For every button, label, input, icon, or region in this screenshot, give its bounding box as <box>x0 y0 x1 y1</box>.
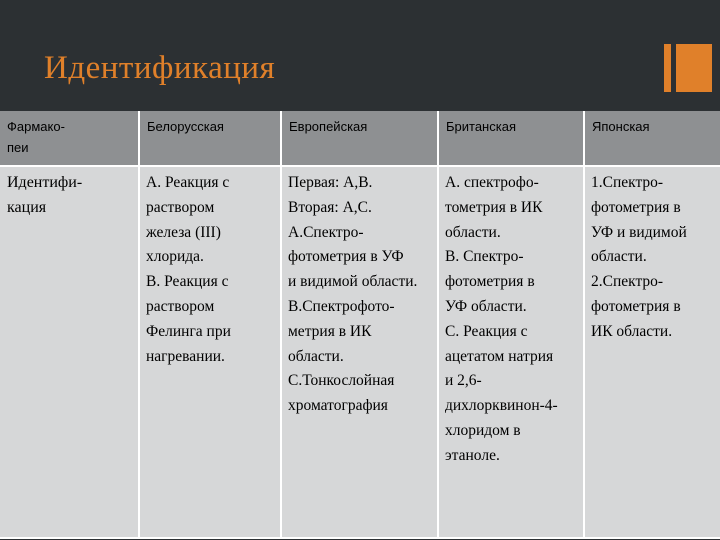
header-cell-britain <box>439 111 585 167</box>
pharmacopoeia-comparison-table <box>0 111 720 539</box>
row-label: Идентифи- кация <box>7 174 83 216</box>
cell-text: Первая: А,В. Вторая: А,С. А.Спектро- фотометрия в УФ и видимой области. В.Спектрофото- метрия в ИК области. С.Тонкослойная хроматография <box>288 174 418 415</box>
header-cell-europe <box>282 111 439 167</box>
table-header-row <box>0 111 720 167</box>
decorative-bar-wide <box>676 44 712 92</box>
cell-text: А. Реакция с раствором железа (III) хлорида. В. Реакция с раствором Фелинга при нагревании. <box>146 174 231 365</box>
cell-japan <box>585 167 720 539</box>
header-cell-japan <box>585 111 720 167</box>
header-label: Европейская <box>289 119 368 134</box>
header-label: Британская <box>446 119 516 134</box>
header-label: Белорусская <box>147 119 224 134</box>
cell-text: А. спектрофо- тометрия в ИК области. В. Спектро- фотометрия в УФ области. С. Реакция с ацетатом натрия и 2,6- дихлорквинон-4- хлоридом в этаноле. <box>445 174 558 464</box>
header-cell-belarus <box>140 111 282 167</box>
cell-text: 1.Спектро- фотометрия в УФ и видимой области. 2.Спектро- фотометрия в ИК области. <box>591 174 687 340</box>
slide-title: Идентификация <box>44 50 276 86</box>
decorative-bar-thin <box>664 44 671 92</box>
table-row <box>0 167 720 539</box>
cell-europe <box>282 167 439 539</box>
header-label: Фармако- пеи <box>7 119 65 155</box>
header-label: Японская <box>592 119 650 134</box>
cell-britain <box>439 167 585 539</box>
header-cell-pharmacopoeia <box>0 111 140 167</box>
cell-belarus <box>140 167 282 539</box>
row-label-cell <box>0 167 140 539</box>
